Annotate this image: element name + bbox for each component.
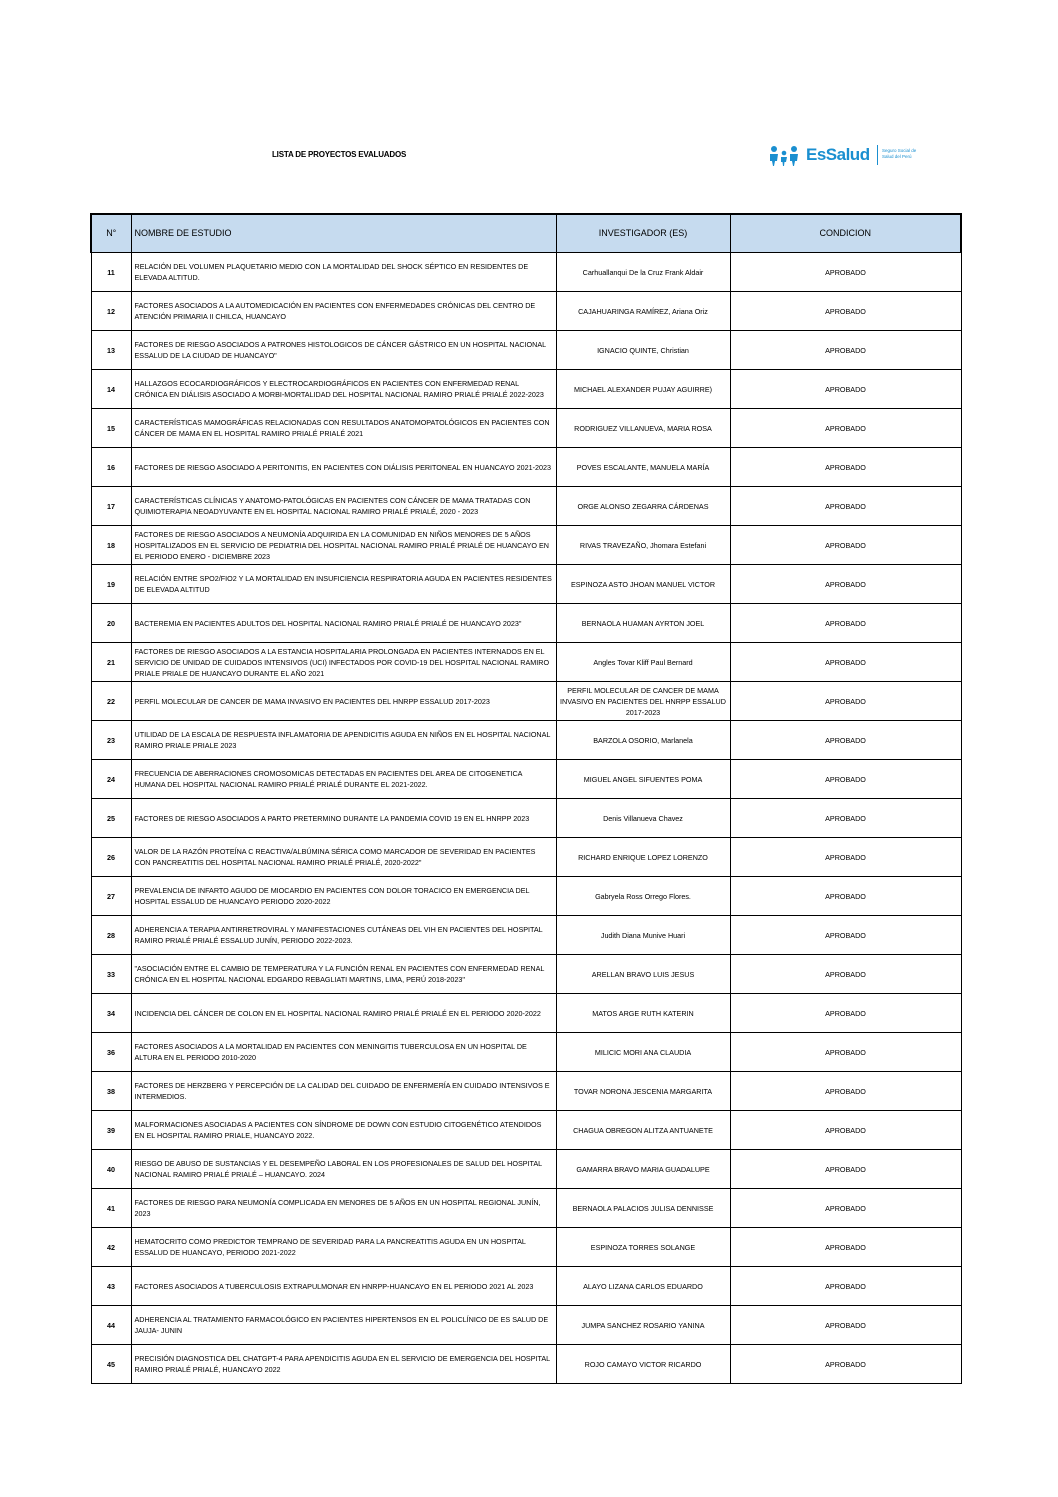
table-row bbox=[91, 565, 961, 604]
row-number: 39 bbox=[91, 1111, 131, 1150]
row-number: 16 bbox=[91, 448, 131, 487]
table-row bbox=[91, 1345, 961, 1384]
condition-status: APROBADO bbox=[730, 1189, 961, 1228]
condition-status: APROBADO bbox=[730, 721, 961, 760]
row-number: 14 bbox=[91, 370, 131, 409]
condition-status: APROBADO bbox=[730, 799, 961, 838]
row-number: 12 bbox=[91, 292, 131, 331]
table-header-row bbox=[91, 214, 961, 253]
row-number: 13 bbox=[91, 331, 131, 370]
investigator-name: RODRIGUEZ VILLANUEVA, MARIA ROSA bbox=[556, 409, 730, 448]
row-number: 22 bbox=[91, 682, 131, 721]
condition-status: APROBADO bbox=[730, 994, 961, 1033]
investigator-name: POVES ESCALANTE, MANUELA MARÍA bbox=[556, 448, 730, 487]
table-row bbox=[91, 838, 961, 877]
investigator-name: CHAGUA OBREGON ALITZA ANTUANETE bbox=[556, 1111, 730, 1150]
investigator-name: ARELLAN BRAVO LUIS JESUS bbox=[556, 955, 730, 994]
column-header-study: NOMBRE DE ESTUDIO bbox=[131, 214, 556, 253]
condition-status: APROBADO bbox=[730, 565, 961, 604]
investigator-name: Denis Villanueva Chavez bbox=[556, 799, 730, 838]
row-number: 36 bbox=[91, 1033, 131, 1072]
row-number: 33 bbox=[91, 955, 131, 994]
brand-name: EsSalud bbox=[806, 145, 870, 164]
condition-status: APROBADO bbox=[730, 682, 961, 721]
study-name: FACTORES DE RIESGO ASOCIADOS A PARTO PRETERMINO DURANTE LA PANDEMIA COVID 19 EN EL HNRPP 2023 bbox=[131, 799, 556, 838]
study-name: ADHERENCIA AL TRATAMIENTO FARMACOLÓGICO EN PACIENTES HIPERTENSOS EN EL POLICLÍNICO DE ES SALUD DE JAUJA- JUNIN bbox=[131, 1306, 556, 1345]
condition-status: APROBADO bbox=[730, 1306, 961, 1345]
condition-status: APROBADO bbox=[730, 253, 961, 292]
logo-divider bbox=[877, 145, 878, 165]
study-name: FACTORES DE RIESGO ASOCIADOS A LA ESTANCIA HOSPITALARIA PROLONGADA EN PACIENTES INTERNADOS EN EL SERVICIO DE UNIDAD DE CUIDADOS INTENSIVOS (UCI) INFECTADOS POR COVID-19 DEL HOSPITAL NACIONAL RAMIRO PRIALE PRIALE DE HUANCAYO DURANTE EL AÑO 2021 bbox=[131, 643, 556, 682]
study-name: RELACIÓN DEL VOLUMEN PLAQUETARIO MEDIO CON LA MORTALIDAD DEL SHOCK SÉPTICO EN RESIDENTES DE ELEVADA ALTITUD. bbox=[131, 253, 556, 292]
column-header-number: N° bbox=[91, 214, 131, 253]
brand-tagline: Seguro Social de Salud del Perú bbox=[882, 148, 917, 159]
condition-status: APROBADO bbox=[730, 1150, 961, 1189]
row-number: 17 bbox=[91, 487, 131, 526]
row-number: 45 bbox=[91, 1345, 131, 1384]
row-number: 20 bbox=[91, 604, 131, 643]
study-name: HALLAZGOS ECOCARDIOGRÁFICOS Y ELECTROCARDIOGRÁFICOS EN PACIENTES CON ENFERMEDAD RENAL CRÓNICA EN DIÁLISIS ASOCIADO A MORBI-MORTALIDAD DEL HOSPITAL NACIONAL RAMIRO PRIALÉ PRIALÉ 2022-2023 bbox=[131, 370, 556, 409]
table-row bbox=[91, 1228, 961, 1267]
study-name: CARACTERÍSTICAS MAMOGRÁFICAS RELACIONADAS CON RESULTADOS ANATOMOPATOLÓGICOS EN PACIENTES CON CÁNCER DE MAMA EN EL HOSPITAL RAMIRO PRIALÉ PRIALÉ 2021 bbox=[131, 409, 556, 448]
table-row bbox=[91, 487, 961, 526]
condition-status: APROBADO bbox=[730, 409, 961, 448]
study-name: CARACTERÍSTICAS CLÍNICAS Y ANATOMO-PATOLÓGICAS EN PACIENTES CON CÁNCER DE MAMA TRATADAS CON QUIMIOTERAPIA NEOADYUVANTE EN EL HOSPITAL NACIONAL RAMIRO PRIALÉ PRIALÉ, 2020 - 2023 bbox=[131, 487, 556, 526]
row-number: 44 bbox=[91, 1306, 131, 1345]
table-row bbox=[91, 994, 961, 1033]
row-number: 40 bbox=[91, 1150, 131, 1189]
investigator-name: RICHARD ENRIQUE LOPEZ LORENZO bbox=[556, 838, 730, 877]
investigator-name: Angles Tovar Kliff Paul Bernard bbox=[556, 643, 730, 682]
table-row bbox=[91, 331, 961, 370]
table-row bbox=[91, 721, 961, 760]
row-number: 28 bbox=[91, 916, 131, 955]
row-number: 26 bbox=[91, 838, 131, 877]
study-name: FRECUENCIA DE ABERRACIONES CROMOSOMICAS DETECTADAS EN PACIENTES DEL AREA DE CITOGENETICA HUMANA DEL HOSPITAL NACIONAL RAMIRO PRIALÉ PRIALÉ DURANTE EL 2021-2022. bbox=[131, 760, 556, 799]
condition-status: APROBADO bbox=[730, 370, 961, 409]
row-number: 42 bbox=[91, 1228, 131, 1267]
study-name: MALFORMACIONES ASOCIADAS A PACIENTES CON SÍNDROME DE DOWN CON ESTUDIO CITOGENÉTICO ATENDIDOS EN EL HOSPITAL RAMIRO PRIALE, HUANCAYO 2022. bbox=[131, 1111, 556, 1150]
column-header-investigator: INVESTIGADOR (ES) bbox=[556, 214, 730, 253]
condition-status: APROBADO bbox=[730, 526, 961, 565]
condition-status: APROBADO bbox=[730, 643, 961, 682]
row-number: 18 bbox=[91, 526, 131, 565]
table-row bbox=[91, 370, 961, 409]
row-number: 25 bbox=[91, 799, 131, 838]
investigator-name: RIVAS TRAVEZAÑO, Jhomara Estefani bbox=[556, 526, 730, 565]
investigator-name: MILICIC MORI ANA CLAUDIA bbox=[556, 1033, 730, 1072]
condition-status: APROBADO bbox=[730, 1111, 961, 1150]
table-body bbox=[91, 253, 961, 1384]
table-row bbox=[91, 1306, 961, 1345]
study-name: FACTORES ASOCIADOS A LA MORTALIDAD EN PACIENTES CON MENINGITIS TUBERCULOSA EN UN HOSPITAL DE ALTURA EN EL PERIODO 2010-2020 bbox=[131, 1033, 556, 1072]
table-row bbox=[91, 643, 961, 682]
investigator-name: Judith Diana Munive Huari bbox=[556, 916, 730, 955]
table-row bbox=[91, 955, 961, 994]
investigator-name: PERFIL MOLECULAR DE CANCER DE MAMA INVASIVO EN PACIENTES DEL HNRPP ESSALUD 2017-2023 bbox=[556, 682, 730, 721]
projects-table bbox=[90, 213, 962, 1384]
row-number: 19 bbox=[91, 565, 131, 604]
study-name: FACTORES DE RIESGO ASOCIADOS A PATRONES HISTOLOGICOS DE CÁNCER GÁSTRICO EN UN HOSPITAL NACIONAL ESSALUD DE LA CIUDAD DE HUANCAYO" bbox=[131, 331, 556, 370]
table-row bbox=[91, 760, 961, 799]
study-name: FACTORES DE HERZBERG Y PERCEPCIÓN DE LA CALIDAD DEL CUIDADO DE ENFERMERÍA EN CUIDADO INTENSIVOS E INTERMEDIOS. bbox=[131, 1072, 556, 1111]
study-name: HEMATOCRITO COMO PREDICTOR TEMPRANO DE SEVERIDAD PARA LA PANCREATITIS AGUDA EN UN HOSPITAL ESSALUD DE HUANCAYO, PERIODO 2021-2022 bbox=[131, 1228, 556, 1267]
study-name: FACTORES ASOCIADOS A TUBERCULOSIS EXTRAPULMONAR EN HNRPP-HUANCAYO EN EL PERIODO 2021 AL 2023 bbox=[131, 1267, 556, 1306]
condition-status: APROBADO bbox=[730, 1072, 961, 1111]
condition-status: APROBADO bbox=[730, 1033, 961, 1072]
condition-status: APROBADO bbox=[730, 955, 961, 994]
investigator-name: Gabryela Ross Orrego Flores. bbox=[556, 877, 730, 916]
investigator-name: JUMPA SANCHEZ ROSARIO YANINA bbox=[556, 1306, 730, 1345]
row-number: 15 bbox=[91, 409, 131, 448]
investigator-name: MICHAEL ALEXANDER PUJAY AGUIRRE) bbox=[556, 370, 730, 409]
document-title: LISTA DE PROYECTOS EVALUADOS bbox=[272, 150, 407, 159]
investigator-name: ORGE ALONSO ZEGARRA CÁRDENAS bbox=[556, 487, 730, 526]
row-number: 38 bbox=[91, 1072, 131, 1111]
table-row bbox=[91, 604, 961, 643]
study-name: PREVALENCIA DE INFARTO AGUDO DE MIOCARDIO EN PACIENTES CON DOLOR TORACICO EN EMERGENCIA DEL HOSPITAL ESSALUD DE HUANCAYO PERIODO 2020-2022 bbox=[131, 877, 556, 916]
condition-status: APROBADO bbox=[730, 877, 961, 916]
condition-status: APROBADO bbox=[730, 838, 961, 877]
investigator-name: Carhuallanqui De la Cruz Frank Aldair bbox=[556, 253, 730, 292]
table-row bbox=[91, 799, 961, 838]
study-name: RIESGO DE ABUSO DE SUSTANCIAS Y EL DESEMPEÑO LABORAL EN LOS PROFESIONALES DE SALUD DEL HOSPITAL NACIONAL RAMIRO PRIALÉ PRIALÉ – HUANCAYO. 2024 bbox=[131, 1150, 556, 1189]
investigator-name: BERNAOLA PALACIOS JULISA DENNISSE bbox=[556, 1189, 730, 1228]
condition-status: APROBADO bbox=[730, 1228, 961, 1267]
study-name: FACTORES DE RIESGO ASOCIADO A PERITONITIS, EN PACIENTES CON DIÁLISIS PERITONEAL EN HUANCAYO 2021-2023 bbox=[131, 448, 556, 487]
column-header-condition: CONDICION bbox=[730, 214, 961, 253]
table-row bbox=[91, 1072, 961, 1111]
condition-status: APROBADO bbox=[730, 760, 961, 799]
condition-status: APROBADO bbox=[730, 292, 961, 331]
row-number: 43 bbox=[91, 1267, 131, 1306]
condition-status: APROBADO bbox=[730, 604, 961, 643]
table-row bbox=[91, 448, 961, 487]
investigator-name: MATOS ARGE RUTH KATERIN bbox=[556, 994, 730, 1033]
study-name: UTILIDAD DE LA ESCALA DE RESPUESTA INFLAMATORIA DE APENDICITIS AGUDA EN NIÑOS EN EL HOSPITAL NACIONAL RAMIRO PRIALE PRIALE 2023 bbox=[131, 721, 556, 760]
study-name: PRECISIÓN DIAGNOSTICA DEL CHATGPT-4 PARA APENDICITIS AGUDA EN EL SERVICIO DE EMERGENCIA DEL HOSPITAL RAMIRO PRIALÉ PRIALÉ, HUANCAYO 2022 bbox=[131, 1345, 556, 1384]
table-row bbox=[91, 1267, 961, 1306]
study-name: INCIDENCIA DEL CÁNCER DE COLON EN EL HOSPITAL NACIONAL RAMIRO PRIALÉ PRIALÉ EN EL PERIODO 2020-2022 bbox=[131, 994, 556, 1033]
study-name: FACTORES DE RIESGO PARA NEUMONÍA COMPLICADA EN MENORES DE 5 AÑOS EN UN HOSPITAL REGIONAL JUNÍN, 2023 bbox=[131, 1189, 556, 1228]
investigator-name: ESPINOZA TORRES SOLANGE bbox=[556, 1228, 730, 1267]
table-row bbox=[91, 253, 961, 292]
condition-status: APROBADO bbox=[730, 448, 961, 487]
study-name: "ASOCIACIÓN ENTRE EL CAMBIO DE TEMPERATURA Y LA FUNCIÓN RENAL EN PACIENTES CON ENFERMEDAD RENAL CRÓNICA EN EL HOSPITAL NACIONAL EDGARDO REBAGLIATI MARTINS, LIMA, PERÚ 2018-2023" bbox=[131, 955, 556, 994]
table-row bbox=[91, 1111, 961, 1150]
study-name: ADHERENCIA A TERAPIA ANTIRRETROVIRAL Y MANIFESTACIONES CUTÁNEAS DEL VIH EN PACIENTES DEL HOSPITAL RAMIRO PRIALÉ PRIALÉ ESSALUD JUNÍN, PERIODO 2022-2023. bbox=[131, 916, 556, 955]
table-row bbox=[91, 292, 961, 331]
investigator-name: GAMARRA BRAVO MARIA GUADALUPE bbox=[556, 1150, 730, 1189]
table-row bbox=[91, 877, 961, 916]
table-row bbox=[91, 1150, 961, 1189]
row-number: 27 bbox=[91, 877, 131, 916]
table-row bbox=[91, 526, 961, 565]
study-name: FACTORES DE RIESGO ASOCIADOS A NEUMONÍA ADQUIRIDA EN LA COMUNIDAD EN NIÑOS MENORES DE 5 AÑOS HOSPITALIZADOS EN EL SERVICIO DE PEDIATRIA DEL HOSPITAL NACIONAL RAMIRO PRIALÉ PRIALÉ DE HUANCAYO EN EL PERIODO ENERO - DICIEMBRE 2023 bbox=[131, 526, 556, 565]
study-name: FACTORES ASOCIADOS A LA AUTOMEDICACIÓN EN PACIENTES CON ENFERMEDADES CRÓNICAS DEL CENTRO DE ATENCIÓN PRIMARIA II CHILCA, HUANCAYO bbox=[131, 292, 556, 331]
study-name: PERFIL MOLECULAR DE CANCER DE MAMA INVASIVO EN PACIENTES DEL HNRPP ESSALUD 2017-2023 bbox=[131, 682, 556, 721]
essalud-logo bbox=[768, 143, 928, 169]
table-row bbox=[91, 1189, 961, 1228]
investigator-name: IGNACIO QUINTE, Christian bbox=[556, 331, 730, 370]
condition-status: APROBADO bbox=[730, 487, 961, 526]
row-number: 21 bbox=[91, 643, 131, 682]
condition-status: APROBADO bbox=[730, 916, 961, 955]
investigator-name: ROJO CAMAYO VICTOR RICARDO bbox=[556, 1345, 730, 1384]
row-number: 11 bbox=[91, 253, 131, 292]
table-row bbox=[91, 916, 961, 955]
investigator-name: BERNAOLA HUAMAN AYRTON JOEL bbox=[556, 604, 730, 643]
table-row bbox=[91, 1033, 961, 1072]
row-number: 24 bbox=[91, 760, 131, 799]
investigator-name: ALAYO LIZANA CARLOS EDUARDO bbox=[556, 1267, 730, 1306]
condition-status: APROBADO bbox=[730, 331, 961, 370]
row-number: 23 bbox=[91, 721, 131, 760]
table-row bbox=[91, 682, 961, 721]
investigator-name: BARZOLA OSORIO, Marlanela bbox=[556, 721, 730, 760]
family-figures-icon bbox=[768, 145, 808, 167]
investigator-name: MIGUEL ANGEL SIFUENTES POMA bbox=[556, 760, 730, 799]
table-row bbox=[91, 409, 961, 448]
condition-status: APROBADO bbox=[730, 1345, 961, 1384]
row-number: 41 bbox=[91, 1189, 131, 1228]
investigator-name: TOVAR NORONA JESCENIA MARGARITA bbox=[556, 1072, 730, 1111]
study-name: BACTEREMIA EN PACIENTES ADULTOS DEL HOSPITAL NACIONAL RAMIRO PRIALÉ PRIALÉ DE HUANCAYO 2023" bbox=[131, 604, 556, 643]
investigator-name: CAJAHUARINGA RAMÍREZ, Ariana Oriz bbox=[556, 292, 730, 331]
condition-status: APROBADO bbox=[730, 1267, 961, 1306]
study-name: VALOR DE LA RAZÓN PROTEÍNA C REACTIVA/ALBÚMINA SÉRICA COMO MARCADOR DE SEVERIDAD EN PACIENTES CON PANCREATITIS DEL HOSPITAL NACIONAL RAMIRO PRIALÉ PRIALÉ, 2020-2022" bbox=[131, 838, 556, 877]
row-number: 34 bbox=[91, 994, 131, 1033]
study-name: RELACIÓN ENTRE SPO2/FIO2 Y LA MORTALIDAD EN INSUFICIENCIA RESPIRATORIA AGUDA EN PACIENTES RESIDENTES DE ELEVADA ALTITUD bbox=[131, 565, 556, 604]
investigator-name: ESPINOZA ASTO JHOAN MANUEL VICTOR bbox=[556, 565, 730, 604]
